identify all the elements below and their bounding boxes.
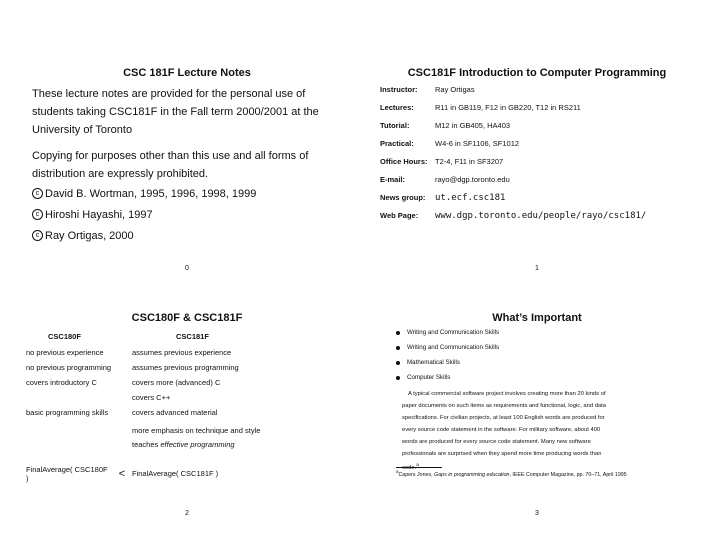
distribution-paragraph: Copying for purposes other than this use and all forms of distribution are expressly prohibited. [32,150,309,180]
info-row-tutorial [380,121,700,139]
copyright-text: Hiroshi Hayashi, 1997 [45,208,153,221]
page-number: 0 [185,265,189,272]
final-average-right: FinalAverage( CSC181F ) [132,469,219,478]
bullet-text: Computer Skills [407,374,451,381]
copyright-icon: c [32,209,43,220]
quote-last-text: code. [402,464,417,471]
page-number: 1 [535,265,539,272]
info-row-email [380,175,700,193]
comparison-row [26,440,346,466]
slide-course-comparison [22,305,352,545]
quote-line: every source code statement in the software. For military software, about 400 [402,427,601,433]
list-item [396,370,666,385]
info-label: Practical: [380,139,414,148]
comparison-row [26,375,346,390]
cell: no previous programming [26,363,112,372]
slide-course-info [372,60,702,300]
info-label: Instructor: [380,85,418,94]
quote-line: paper documents on such items as requirements and functional, logic, and data [402,403,606,409]
copyright-icon: c [32,188,43,199]
bullet-icon [396,331,400,335]
bullet-icon [396,376,400,380]
bullet-text: Mathematical Skills [407,359,460,366]
teaches-prefix: teaches [132,440,159,449]
quote-line: A typical commercial software project involves creating more than 20 kinds of [408,391,606,397]
info-row-instructor [380,85,700,103]
footnote-marker: a [416,463,419,468]
slide-whats-important [372,305,702,545]
cell: covers introductory C [26,378,97,387]
page-number: 3 [535,510,539,517]
info-value: Ray Ortigas [435,85,475,94]
teaches-emphasis: effective programming [160,440,235,449]
info-row-news-group [380,193,700,211]
quote-line: professionals are surprised when they spend more time producing words than [402,451,602,457]
page-number: 2 [185,510,189,517]
footnote [396,469,696,478]
cell: covers C++ [132,393,171,402]
slide-title: What’s Important [492,312,582,324]
cell: basic programming skills [26,408,109,417]
footnote-rest: , IEEE Computer Magazine, pp. 70–71, April 1995 [509,471,627,478]
list-item [396,355,666,370]
copyright-line [32,183,256,204]
email-link[interactable]: rayo@dgp.toronto.edu [435,175,510,184]
bullet-text: Writing and Communication Skills [407,329,500,336]
comparison-row [26,390,346,405]
comparison-row [26,345,346,360]
info-label: News group: [380,193,426,202]
copyright-line [32,204,256,225]
final-average-left: FinalAverage( CSC180F ) [26,464,108,483]
course-info-table [380,85,700,229]
comparison-header [26,327,346,345]
info-label: Web Page: [380,211,419,220]
comparison-row [26,360,346,375]
cell: covers more (advanced) C [132,378,221,387]
info-label: Lectures: [380,103,414,112]
info-row-web-page [380,211,700,229]
intro-paragraph: These lecture notes are provided for the personal use of students taking CSC181F in the Fall term 2000/2001 at the University of Toronto [32,88,319,136]
slide-title: CSC181F Introduction to Computer Programming [407,67,667,79]
quote-line: words are produced for every source code statement. Many new software [402,439,591,445]
list-item [396,340,666,355]
info-value: R11 in GB119, F12 in GB220, T12 in RS211 [435,103,581,112]
quote-line: specifications. For civilian projects, at least 100 English words are produced for [402,415,605,421]
cell: assumes previous programming [132,363,239,372]
comparison-row [26,420,346,440]
footnote-marker: a [396,469,399,474]
bullet-icon [396,361,400,365]
news-group-value: ut.ecf.csc181 [435,193,506,203]
copyright-list [32,183,256,246]
slide-lecture-notes [22,60,352,300]
copyright-text: Ray Ortigas, 2000 [45,229,134,242]
footnote-divider [396,467,442,468]
slide-title: CSC180F & CSC181F [131,312,243,324]
info-label: Office Hours: [380,157,428,166]
comparison-table [26,327,346,481]
important-skills-list [396,325,666,385]
info-row-office-hours [380,157,700,175]
comparison-row [26,405,346,420]
info-label: Tutorial: [380,121,410,130]
bullet-text: Writing and Communication Skills [407,344,500,351]
cell: no previous experience [26,348,104,357]
info-row-practical [380,139,700,157]
slide-title: CSC 181F Lecture Notes [123,67,251,79]
info-label: E-mail: [380,175,406,184]
info-row-lectures [380,103,700,121]
footnote-author: Capers Jones, [398,471,433,478]
cell [132,440,346,449]
cell: more emphasis on technique and style [132,425,261,435]
footnote-title: Gaps in programming education [434,471,510,478]
bullet-icon [396,346,400,350]
web-page-link[interactable]: www.dgp.toronto.edu/people/rayo/csc181/ [435,211,647,221]
cell: covers advanced material [132,408,218,417]
column-header-csc181f: CSC181F [176,331,209,341]
cell: assumes previous experience [132,348,232,357]
column-header-csc180f: CSC180F [48,331,81,341]
copyright-text: David B. Wortman, 1995, 1996, 1998, 1999 [45,187,257,200]
copyright-icon: c [32,230,43,241]
list-item [396,325,666,340]
less-than-symbol: < [118,467,126,480]
quotation [402,388,667,474]
info-value: W4-6 in SF1106, SF1012 [435,139,520,148]
info-value: M12 in GB405, HA403 [435,121,511,130]
intro-text [32,85,332,183]
final-average-comparison [26,466,346,481]
copyright-line [32,225,256,246]
info-value: T2-4, F11 in SF3207 [435,157,504,166]
